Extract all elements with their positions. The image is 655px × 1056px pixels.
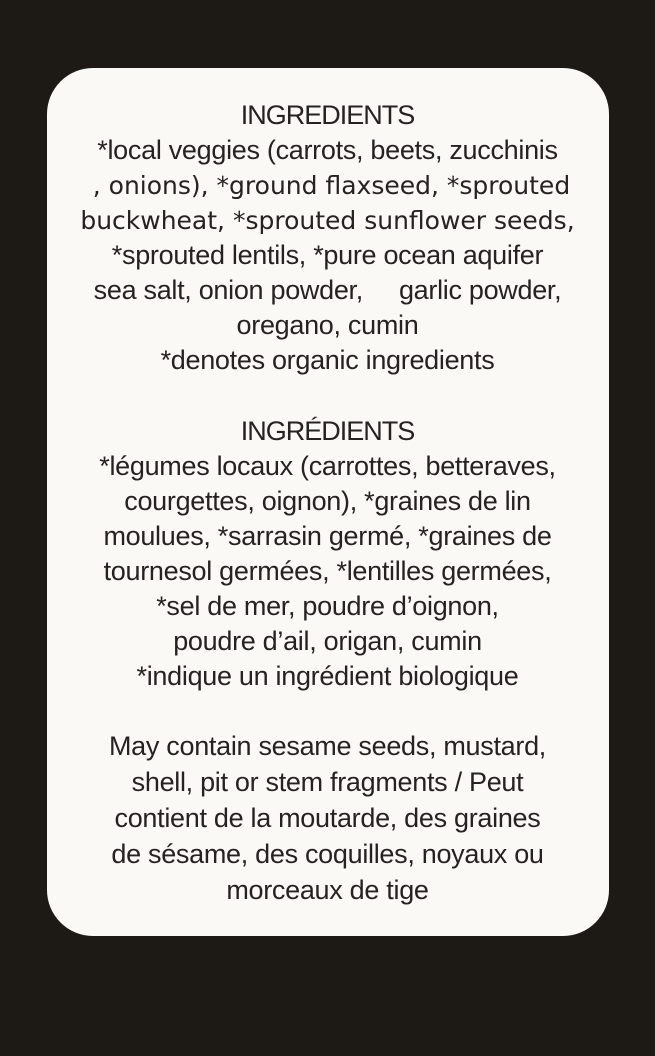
ingredients-english-line: buckwheat, *sprouted sunflower seeds, xyxy=(80,206,575,235)
ingredients-french-line: *sel de mer, poudre d’oignon, xyxy=(156,591,499,621)
ingredients-english-line: *local veggies (carrots, beets, zucchinis xyxy=(97,135,558,165)
ingredients-french-title: INGRÉDIENTS xyxy=(240,416,415,446)
allergen-notice-line: contient de la moutarde, des graines xyxy=(114,803,541,833)
ingredients-english-line: sea salt, onion powder, garlic powder, xyxy=(93,275,562,305)
ingredients-english-line: , onions), *ground flaxseed, *sprouted xyxy=(84,171,571,200)
ingredients-english-section xyxy=(47,98,609,378)
organic-note-english: *denotes organic ingredients xyxy=(160,345,495,375)
ingredients-french-section xyxy=(47,414,609,694)
allergen-notice-line: de sésame, des coquilles, noyaux ou xyxy=(111,839,544,869)
allergen-notice-line: shell, pit or stem fragments / Peut xyxy=(131,767,524,797)
ingredients-french-line: poudre d’ail, origan, cumin xyxy=(173,626,482,656)
allergen-notice-line: morceaux de tige xyxy=(226,875,429,905)
ingredients-french-line: courgettes, oignon), *graines de lin xyxy=(124,486,531,516)
ingredients-english-title: INGREDIENTS xyxy=(240,100,415,130)
allergen-notice-line: May contain sesame seeds, mustard, xyxy=(108,731,546,761)
allergen-notice-section xyxy=(47,728,609,908)
ingredient-label-card xyxy=(47,68,609,936)
ingredients-english-line: *sprouted lentils, *pure ocean aquifer xyxy=(111,240,544,270)
organic-note-french: *indique un ingrédient biologique xyxy=(136,661,519,691)
ingredients-french-line: moulues, *sarrasin germé, *graines de xyxy=(103,521,552,551)
ingredients-english-line: oregano, cumin xyxy=(236,310,419,340)
ingredients-french-line: *légumes locaux (carrottes, betteraves, xyxy=(99,451,556,481)
ingredients-french-line: tournesol germées, *lentilles germées, xyxy=(103,556,552,586)
